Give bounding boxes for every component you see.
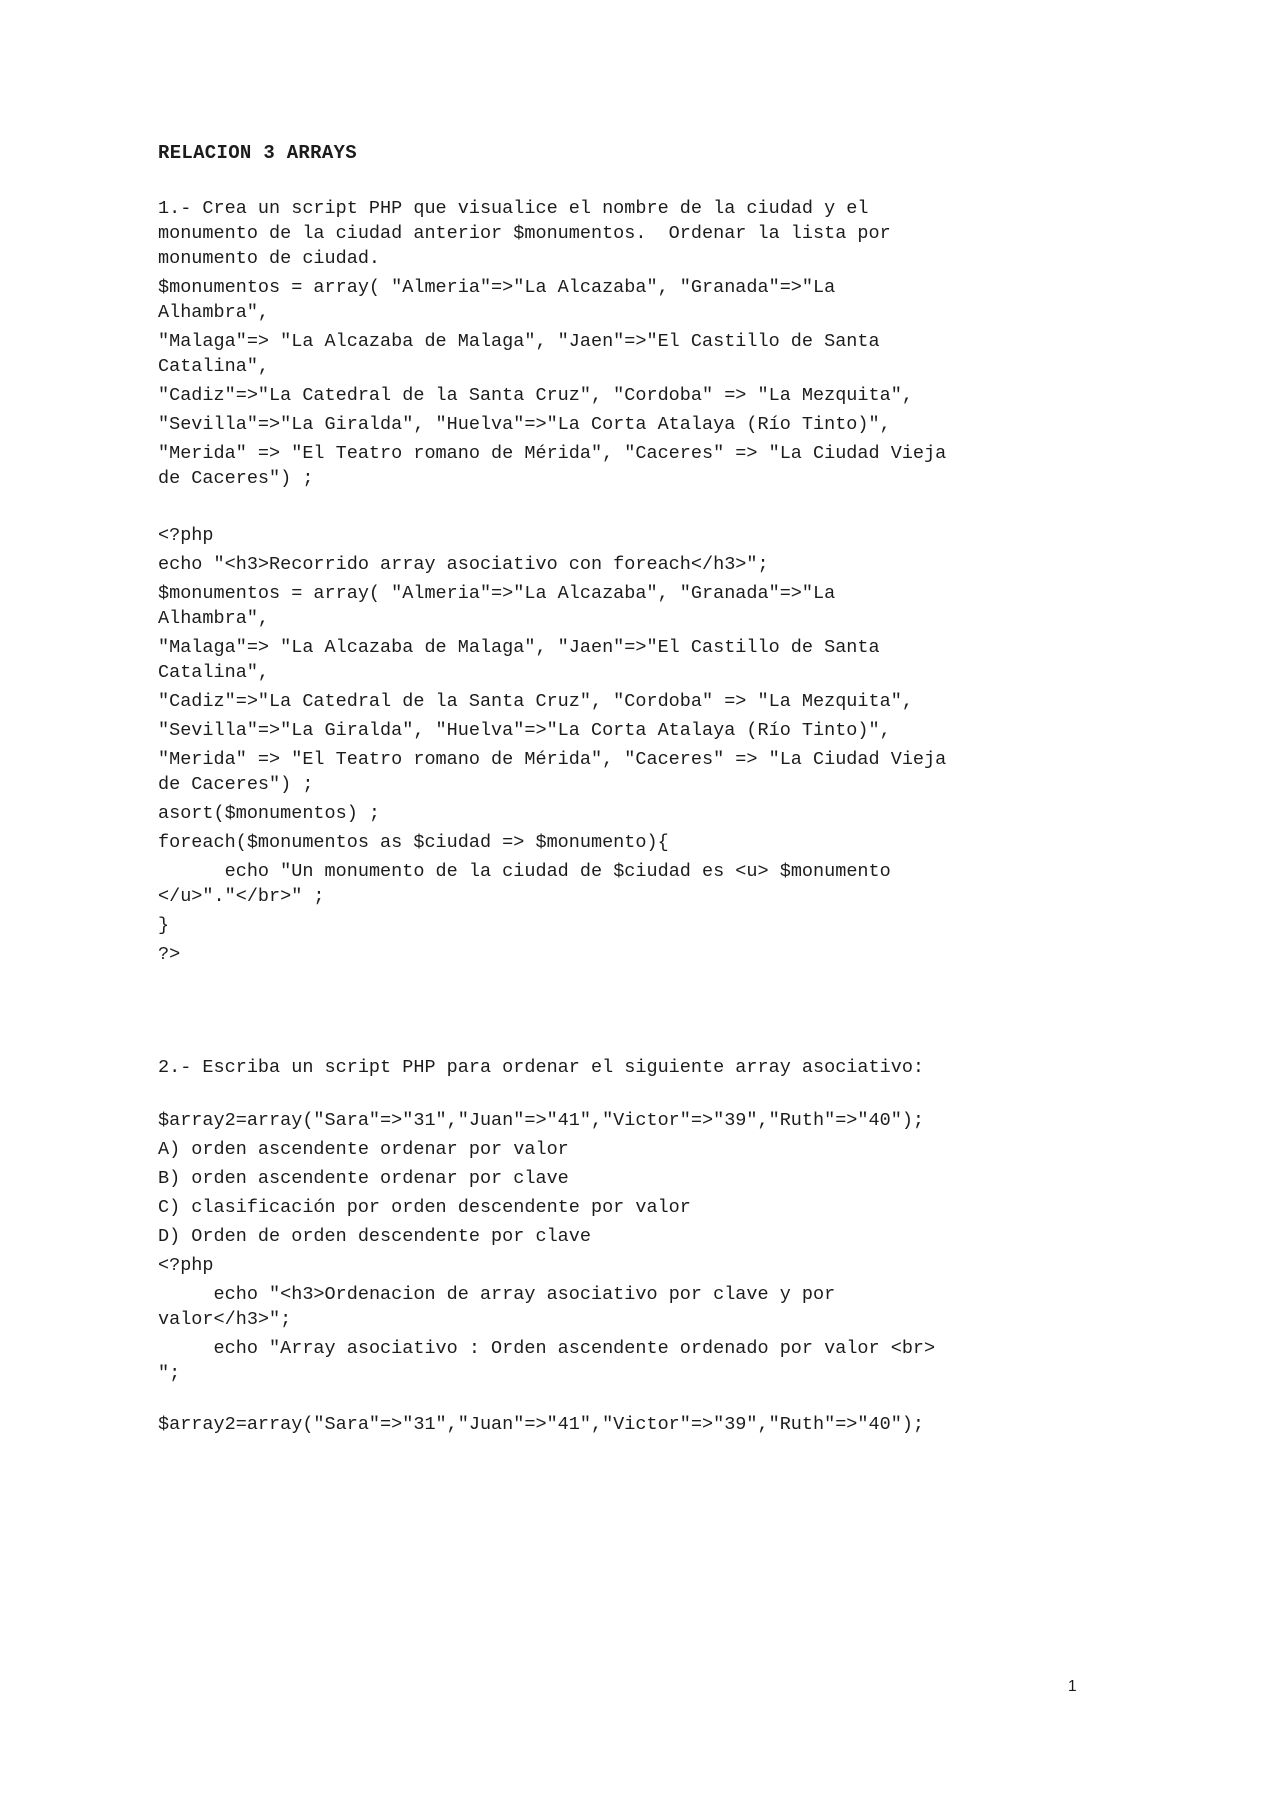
paragraph: [158, 383, 1088, 408]
paragraph: [158, 1253, 1088, 1278]
paragraph: [158, 859, 1088, 909]
text-line: foreach($monumentos as $ciudad => $monumento){: [158, 832, 669, 853]
paragraph: [158, 552, 1088, 577]
paragraph: [158, 523, 1088, 548]
vertical-spacer: [158, 495, 1088, 523]
text-line: </u>"."</br>" ;: [158, 886, 325, 907]
text-line: asort($monumentos) ;: [158, 803, 381, 824]
text-line: "Sevilla"=>"La Giralda", "Huelva"=>"La Corta Atalaya (Río Tinto)",: [158, 414, 891, 435]
paragraph: [158, 1412, 1088, 1437]
text-line: $monumentos = array( "Almeria"=>"La Alcazaba", "Granada"=>"La: [158, 277, 836, 298]
paragraph: [158, 441, 1088, 491]
text-line: echo "Un monumento de la ciudad de $ciudad es <u> $monumento: [158, 861, 891, 882]
text-line: ?>: [158, 944, 181, 965]
paragraph: [158, 1282, 1088, 1332]
text-line: <?php: [158, 525, 214, 546]
text-line: monumento de la ciudad anterior $monumentos. Ordenar la lista por: [158, 223, 891, 244]
vertical-spacer: [158, 971, 1088, 1055]
text-line: Alhambra",: [158, 608, 270, 629]
text-line: valor</h3>";: [158, 1309, 292, 1330]
text-line: Catalina",: [158, 662, 270, 683]
text-line: C) clasificación por orden descendente por valor: [158, 1197, 691, 1218]
paragraph: [158, 329, 1088, 379]
text-line: de Caceres") ;: [158, 468, 314, 489]
text-line: echo "<h3>Ordenacion de array asociativo por clave y por: [158, 1284, 836, 1305]
paragraph: [158, 689, 1088, 714]
text-line: 1.- Crea un script PHP que visualice el nombre de la ciudad y el: [158, 198, 869, 219]
text-line: D) Orden de orden descendente por clave: [158, 1226, 591, 1247]
paragraph: [158, 1108, 1088, 1133]
vertical-spacer: [158, 1390, 1088, 1412]
text-line: $array2=array("Sara"=>"31","Juan"=>"41","Victor"=>"39","Ruth"=>"40");: [158, 1110, 925, 1131]
text-line: B) orden ascendente ordenar por clave: [158, 1168, 569, 1189]
text-line: Catalina",: [158, 356, 270, 377]
paragraph: [158, 1055, 1088, 1080]
paragraph: [158, 913, 1088, 938]
paragraph: [158, 1195, 1088, 1220]
paragraph: [158, 196, 1088, 271]
text-line: de Caceres") ;: [158, 774, 314, 795]
text-line: $monumentos = array( "Almeria"=>"La Alcazaba", "Granada"=>"La: [158, 583, 836, 604]
text-line: <?php: [158, 1255, 214, 1276]
text-line: "Cadiz"=>"La Catedral de la Santa Cruz", "Cordoba" => "La Mezquita",: [158, 691, 913, 712]
text-line: "Merida" => "El Teatro romano de Mérida", "Caceres" => "La Ciudad Vieja: [158, 749, 947, 770]
text-line: echo "Array asociativo : Orden ascendente ordenado por valor <br>: [158, 1338, 936, 1359]
text-line: "Merida" => "El Teatro romano de Mérida", "Caceres" => "La Ciudad Vieja: [158, 443, 947, 464]
document-body: [158, 196, 1088, 1437]
document-content: [158, 141, 1088, 1441]
paragraph: [158, 1166, 1088, 1191]
vertical-spacer: [158, 1084, 1088, 1108]
text-line: Alhambra",: [158, 302, 270, 323]
document-title: RELACION 3 ARRAYS: [158, 142, 357, 164]
paragraph: [158, 1336, 1088, 1386]
text-line: "Malaga"=> "La Alcazaba de Malaga", "Jaen"=>"El Castillo de Santa: [158, 637, 880, 658]
text-line: "Sevilla"=>"La Giralda", "Huelva"=>"La Corta Atalaya (Río Tinto)",: [158, 720, 891, 741]
text-line: monumento de ciudad.: [158, 248, 381, 269]
text-line: "Cadiz"=>"La Catedral de la Santa Cruz", "Cordoba" => "La Mezquita",: [158, 385, 913, 406]
text-line: A) orden ascendente ordenar por valor: [158, 1139, 569, 1160]
text-line: echo "<h3>Recorrido array asociativo con foreach</h3>";: [158, 554, 769, 575]
text-line: "Malaga"=> "La Alcazaba de Malaga", "Jaen"=>"El Castillo de Santa: [158, 331, 880, 352]
paragraph: [158, 942, 1088, 967]
page-number: 1: [1068, 1678, 1077, 1695]
text-line: $array2=array("Sara"=>"31","Juan"=>"41","Victor"=>"39","Ruth"=>"40");: [158, 1414, 925, 1435]
paragraph: [158, 412, 1088, 437]
paragraph: [158, 1137, 1088, 1162]
paragraph: [158, 275, 1088, 325]
paragraph: [158, 1224, 1088, 1249]
text-line: ";: [158, 1363, 181, 1384]
paragraph: [158, 801, 1088, 826]
text-line: }: [158, 915, 170, 936]
paragraph: [158, 635, 1088, 685]
paragraph: [158, 581, 1088, 631]
paragraph: [158, 830, 1088, 855]
paragraph: [158, 747, 1088, 797]
paragraph: [158, 718, 1088, 743]
text-line: 2.- Escriba un script PHP para ordenar el siguiente array asociativo:: [158, 1057, 925, 1078]
